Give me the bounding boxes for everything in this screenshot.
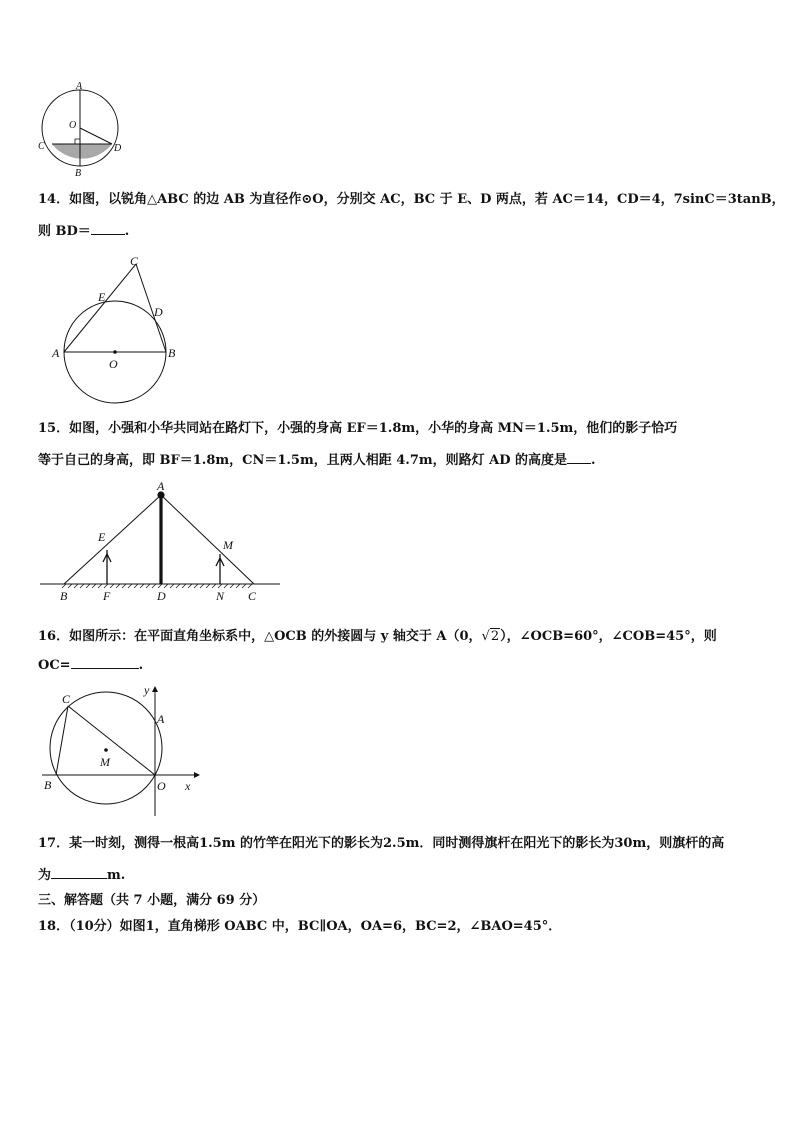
question-number: 18．: [38, 919, 70, 934]
question-14-line1: [38, 188, 785, 207]
period: .: [591, 453, 596, 468]
question-16-text-2: ），∠OCB=60°，∠COB=45°，则: [500, 629, 717, 644]
label-m: M: [100, 755, 110, 769]
label-d: D: [157, 589, 166, 603]
label-o: O: [157, 779, 166, 793]
sqrt-radicand: 2: [490, 629, 500, 644]
question-18-text: （10分）如图1，直角梯形 OABC 中，BC∥OA，OA=6，BC=2，∠BAO=45°．: [69, 919, 562, 934]
person-mn: [216, 554, 224, 584]
question-15-text: 如图，小强和小华共同站在路灯下，小强的身高 EF＝1.8m，小华的身高 MN＝1.5m，他们的影子恰巧: [69, 421, 678, 436]
shaded-segment: [52, 144, 112, 159]
label-b: B: [44, 778, 52, 792]
circumcircle-m: [50, 692, 162, 804]
label-x: x: [185, 779, 191, 793]
answer-blank[interactable]: [567, 451, 591, 464]
answer-blank[interactable]: [91, 222, 125, 235]
answer-blank[interactable]: [71, 656, 139, 669]
unit: m.: [107, 868, 126, 883]
question-17-line1: [38, 832, 724, 851]
question-18-line1: [38, 915, 561, 934]
label-c: C: [130, 254, 139, 268]
sqrt-expression: √2: [481, 629, 500, 644]
label-b: B: [60, 589, 68, 603]
question-15-text-2: 等于自己的身高，即 BF＝1.8m，CN＝1.5m，且两人相距 4.7m，则路灯 AD 的高度是: [38, 453, 568, 468]
label-c: C: [38, 141, 45, 152]
label-m: M: [223, 538, 233, 552]
segment-ac: [64, 264, 136, 352]
question-number: 17．: [38, 836, 70, 851]
question-16-line1: [38, 625, 717, 644]
question-14-text: 如图，以锐角△ABC 的边 AB 为直径作⊙O，分别交 AC，BC 于 E、D 两点，若 AC＝14，CD＝4，7sinC＝3tanB，: [69, 192, 785, 207]
figure-street-lamp: [36, 478, 286, 608]
ground-hatching: [62, 584, 252, 588]
segment-cb: [56, 706, 68, 775]
section-heading: [38, 889, 265, 908]
label-a: A: [157, 712, 165, 726]
label-c: C: [62, 692, 71, 706]
center-point: [113, 350, 117, 354]
question-14-prompt: 则 BD＝: [38, 224, 91, 239]
period: .: [124, 224, 130, 239]
label-d: D: [114, 143, 122, 154]
label-n: N: [216, 589, 225, 603]
label-b: B: [75, 168, 82, 176]
question-15-line2: [38, 449, 596, 468]
radius-od: [80, 128, 112, 144]
label-c: C: [248, 589, 257, 603]
section-title: 三、解答题（共 7 小题，满分 69 分）: [38, 893, 266, 908]
label-b: B: [168, 346, 176, 360]
y-axis-arrow: [152, 686, 158, 692]
label-a: A: [52, 346, 60, 360]
label-d: D: [154, 305, 163, 319]
question-16-text: 如图所示：在平面直角坐标系中，△OCB 的外接圆与 y 轴交于 A（0，: [69, 629, 482, 644]
label-y: y: [144, 683, 150, 697]
light-ray-left: [64, 495, 161, 584]
label-a: A: [76, 81, 83, 92]
label-e: E: [98, 530, 106, 544]
label-a: A: [157, 479, 165, 493]
light-ray-right: [161, 495, 254, 584]
label-e: E: [98, 290, 106, 304]
figure-circle-shaded-segment: [34, 80, 126, 176]
question-number: 14．: [38, 192, 70, 207]
question-17-prompt: 为: [38, 868, 52, 883]
question-16-line2: [38, 656, 143, 673]
answer-blank[interactable]: [51, 866, 107, 879]
label-f: F: [103, 589, 111, 603]
question-15-line1: [38, 417, 677, 436]
right-angle-mark: [75, 139, 80, 144]
question-17-text: 某一时刻，测得一根高1.5m 的竹竿在阳光下的影长为2.5m．同时测得旗杆在阳光下的影长为30m，则旗杆的高: [69, 836, 725, 851]
person-ef: [103, 550, 111, 584]
label-o: O: [69, 120, 77, 131]
question-14-line2: [38, 220, 129, 239]
question-number: 16．: [38, 629, 70, 644]
figure-triangle-circle: [50, 252, 190, 404]
center-point-m: [104, 748, 108, 752]
question-17-line2: [38, 864, 125, 883]
question-number: 15．: [38, 421, 70, 436]
x-axis-arrow: [194, 772, 200, 778]
figure-coordinate-circle: [36, 680, 206, 820]
label-o: O: [109, 357, 118, 371]
segment-co: [68, 706, 155, 775]
question-16-prompt: OC=: [38, 658, 71, 673]
period: .: [138, 658, 144, 673]
